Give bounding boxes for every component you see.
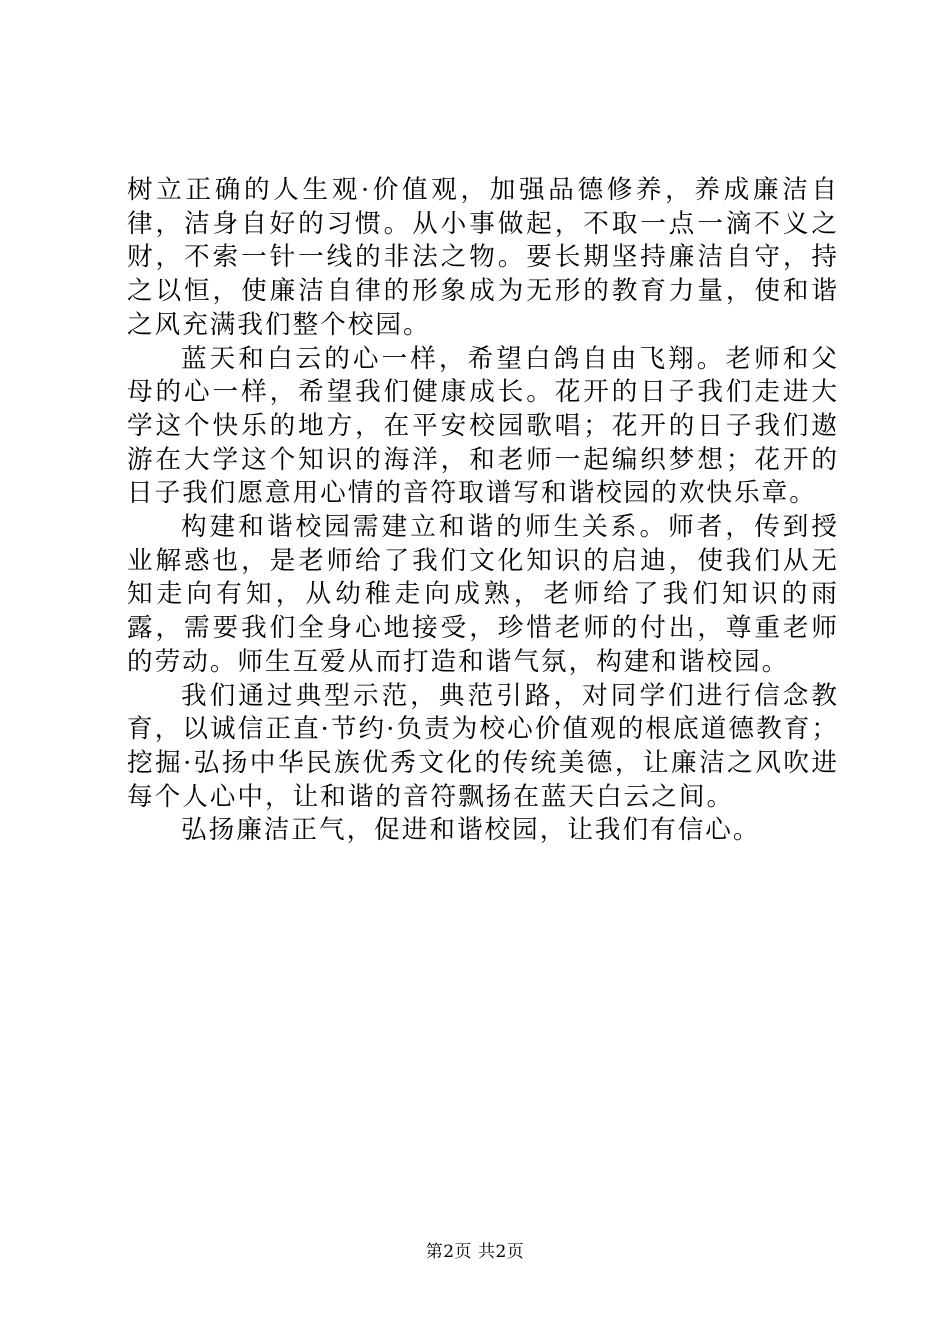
paragraph-5: 弘扬廉洁正气，促进和谐校园，让我们有信心。 (181, 815, 761, 846)
paragraph-2: 蓝天和白云的心一样，希望白鸽自由飞翔。老师和父母的心一样，希望我们健康成长。花开的日子我们走进大学这个快乐的地方，在平安校园歌唱；花开的日子我们遨游在大学这个知识的海洋，和老师一起编织梦想；花开的日子我们愿意用心情的音符取谱写和谐校园的欢快乐章。 (127, 343, 839, 509)
paragraph-3: 构建和谐校园需建立和谐的师生关系。师者，传到授业解惑也，是老师给了我们文化知识的启迪，使我们从无知走向有知，从幼稚走向成熟，老师给了我们知识的雨露，需要我们全身心地接受，珍惜老师的付出，尊重老师的劳动。师生互爱从而打造和谐气氛，构建和谐校园。 (127, 512, 839, 677)
paragraph-4: 我们通过典型示范，典范引路，对同学们进行信念教育，以诚信正直·节约·负责为校心价值观的根底道德教育；挖掘·弘扬中华民族优秀文化的传统美德，让廉洁之风吹进每个人心中，让和谐的音符飘扬在蓝天白云之间。 (127, 680, 839, 812)
page-number-footer: 第2页 共2页 (425, 1242, 525, 1262)
document-body (127, 174, 839, 848)
paragraph-1: 树立正确的人生观·价值观，加强品德修养，养成廉洁自律，洁身自好的习惯。从小事做起，不取一点一滴不义之财，不索一针一线的非法之物。要长期坚持廉洁自守，持之以恒，使廉洁自律的形象成为无形的教育力量，使和谐之风充满我们整个校园。 (127, 175, 839, 340)
